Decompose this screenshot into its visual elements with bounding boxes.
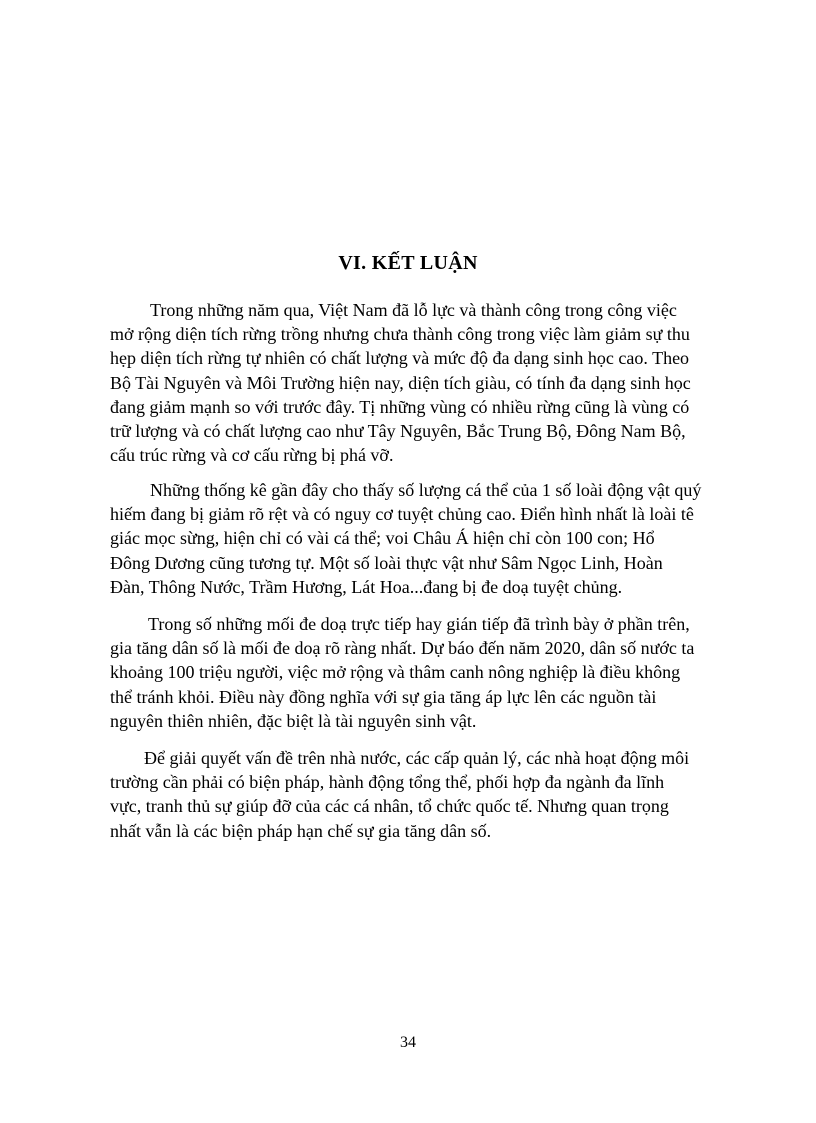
paragraph-line: hiếm đang bị giảm rõ rệt và có nguy cơ tuyệt chủng cao. Điển hình nhất là loài tê <box>110 504 694 525</box>
paragraph-4 <box>110 746 730 843</box>
paragraph-line: thể tránh khỏi. Điều này đồng nghĩa với sự gia tăng áp lực lên các nguồn tài <box>110 686 657 707</box>
paragraph-line: khoảng 100 triệu người, việc mở rộng và thâm canh nông nghiệp là điều không <box>110 662 681 683</box>
page-title: VI. KẾT LUẬN <box>338 252 478 274</box>
paragraph-line: nguyên thiên nhiên, đặc biệt là tài nguyên sinh vật. <box>110 710 477 731</box>
paragraph-line: Để giải quyết vấn đề trên nhà nước, các cấp quản lý, các nhà hoạt động môi <box>144 748 690 768</box>
paragraph-line: vực, tranh thủ sự giúp đỡ của các cá nhân, tổ chức quốc tế. Nhưng quan trọng <box>110 796 669 817</box>
paragraph-line: gia tăng dân số là mối đe doạ rõ ràng nhất. Dự báo đến năm 2020, dân số nước ta <box>110 638 695 659</box>
page-number: 34 <box>400 1034 416 1051</box>
paragraph-line: Đông Dương cũng tương tự. Một số loài thực vật như Sâm Ngọc Linh, Hoàn <box>110 552 663 573</box>
paragraph-line: hẹp diện tích rừng tự nhiên có chất lượng và mức độ đa dạng sinh học cao. Theo <box>110 348 690 369</box>
paragraph-line: nhất vẫn là các biện pháp hạn chế sự gia tăng dân số. <box>110 820 492 841</box>
paragraph-line: Bộ Tài Nguyên và Môi Trường hiện nay, diện tích giàu, có tính đa dạng sinh học <box>110 372 691 393</box>
paragraph-1 <box>110 298 730 467</box>
paragraph-line: giác mọc sừng, hiện chỉ có vài cá thể; voi Châu Á hiện chỉ còn 100 con; Hổ <box>110 528 655 549</box>
paragraph-3 <box>110 612 730 733</box>
paragraph-line: trữ lượng và có chất lượng cao như Tây Nguyên, Bắc Trung Bộ, Đông Nam Bộ, <box>110 421 686 442</box>
paragraph-line: Những thống kê gần đây cho thấy số lượng cá thể của 1 số loài động vật quý <box>150 480 702 500</box>
paragraph-line: Đàn, Thông Nước, Trầm Hương, Lát Hoa...đang bị đe doạ tuyệt chủng. <box>110 576 623 597</box>
paragraph-line: Trong số những mối đe doạ trực tiếp hay gián tiếp đã trình bày ở phần trên, <box>148 614 690 634</box>
paragraph-2 <box>110 478 730 599</box>
paragraph-line: Trong những năm qua, Việt Nam đã lỗ lực và thành công trong công việc <box>150 300 677 320</box>
paragraph-line: mở rộng diện tích rừng trồng nhưng chưa thành công trong việc làm giảm sự thu <box>110 324 690 345</box>
paragraph-line: đang giảm mạnh so với trước đây. Tị những vùng có nhiều rừng cũng là vùng có <box>110 396 690 417</box>
paragraph-line: cấu trúc rừng và cơ cấu rừng bị phá vỡ. <box>110 445 394 466</box>
paragraph-line: trường cần phải có biện pháp, hành động tổng thể, phối hợp đa ngành đa lĩnh <box>110 772 665 793</box>
